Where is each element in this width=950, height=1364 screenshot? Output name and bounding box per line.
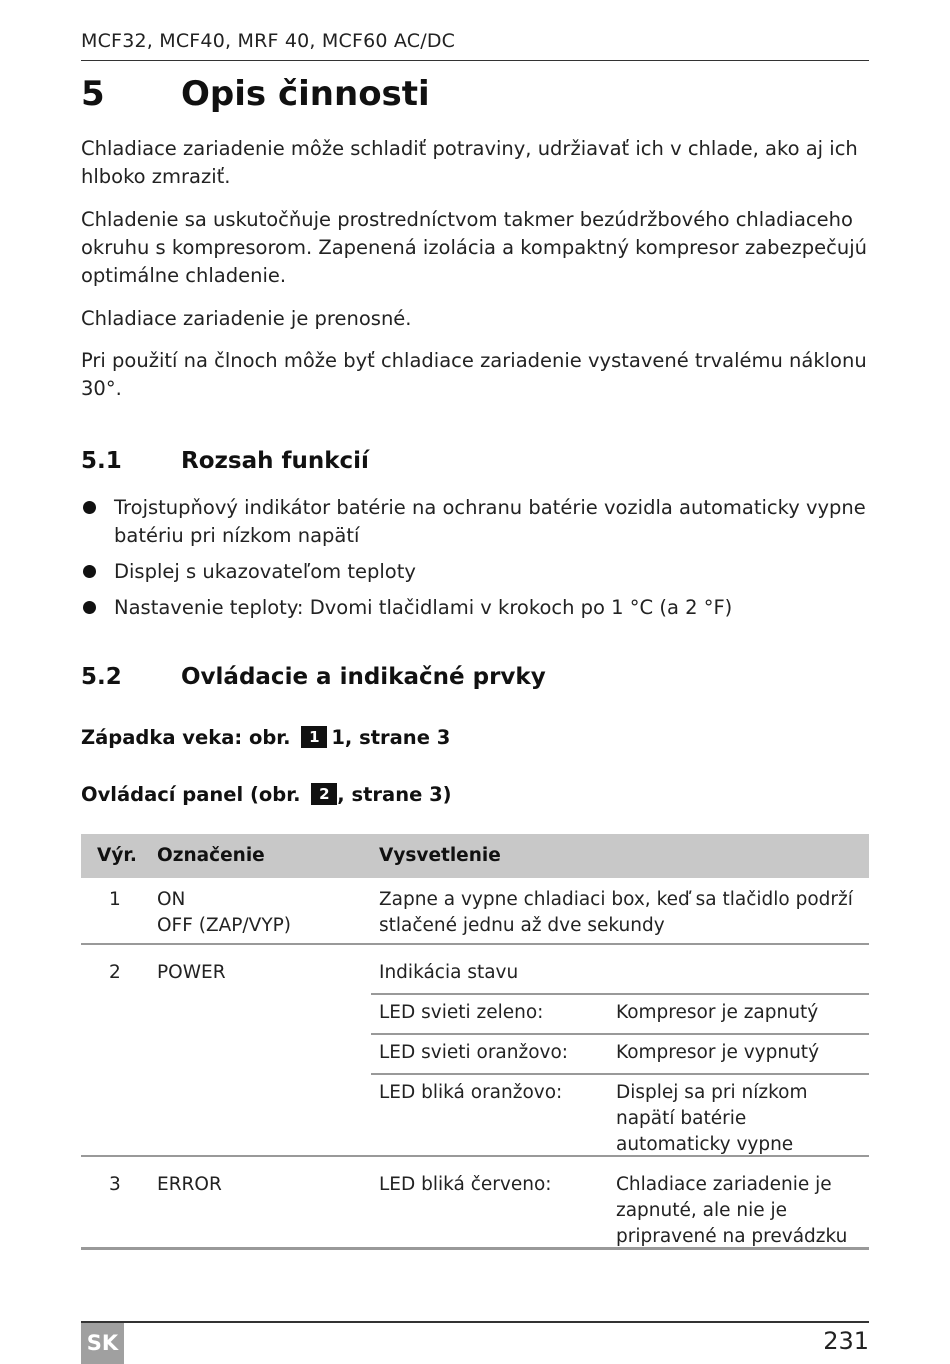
table-bottom-rule <box>81 1247 869 1250</box>
column-header-item: Výr. <box>97 845 137 866</box>
figure-badge: 1 <box>301 726 327 748</box>
row-item-number: 3 <box>109 1174 121 1195</box>
row-item-number: 1 <box>109 889 121 910</box>
language-badge: SK <box>81 1323 124 1364</box>
paragraph-4: Pri použití na člnoch môže byť chladiace zariadenie vystavené trvalému náklonu 30°. <box>81 349 867 400</box>
section-number: 5 <box>81 74 105 114</box>
sub-row-divider <box>371 1073 869 1075</box>
row-item-number: 2 <box>109 962 121 983</box>
led-meaning: Chladiace zariadenie je zapnuté, ale nie je pripravené na prevádzku <box>616 1174 848 1247</box>
table-row <box>81 1155 869 1247</box>
sub-row-divider <box>371 993 869 995</box>
sub-row-divider <box>371 1033 869 1035</box>
list-item-text: Displej s ukazovateľom teploty <box>114 560 416 583</box>
controls-table <box>81 834 869 1247</box>
led-meaning: Kompresor je zapnutý <box>616 1002 819 1023</box>
list-item <box>81 558 871 586</box>
list-item <box>81 494 871 550</box>
feature-list <box>81 494 871 630</box>
figure-badge: 2 <box>311 783 337 805</box>
row-label-line-2: OFF (ZAP/VYP) <box>157 915 291 936</box>
row-explanation: Indikácia stavu <box>379 962 519 983</box>
subsection-number: 5.1 <box>81 448 122 474</box>
header-divider <box>81 60 869 61</box>
bullet-icon <box>83 565 96 578</box>
row-label: POWER <box>157 962 226 983</box>
column-header-label: Označenie <box>157 845 265 866</box>
paragraph-1: Chladiace zariadenie môže schladiť potraviny, udržiavať ich v chlade, ako aj ich hlboko zmraziť. <box>81 137 858 188</box>
led-state: LED svieti zeleno: <box>379 1002 544 1023</box>
list-item-text: Nastavenie teploty: Dvomi tlačidlami v krokoch po 1 °C (a 2 °F) <box>114 596 733 619</box>
footer-divider <box>81 1321 869 1323</box>
led-state: LED bliká červeno: <box>379 1174 552 1195</box>
column-header-explanation: Vysvetlenie <box>379 845 501 866</box>
row-explanation: Zapne a vypne chladiaci box, keď sa tlačidlo podrží stlačené jednu až dve sekundy <box>379 889 853 936</box>
running-header: MCF32, MCF40, MRF 40, MCF60 AC/DC <box>81 30 456 52</box>
led-meaning: Displej sa pri nízkom napätí batérie automaticky vypne <box>616 1082 808 1155</box>
paragraph-3: Chladiace zariadenie je prenosné. <box>81 307 412 330</box>
table-row <box>81 943 869 1155</box>
bullet-icon <box>83 601 96 614</box>
paragraph-2: Chladenie sa uskutočňuje prostredníctvom takmer bezúdržbového chladiaceho okruhu s kompresorom. Zapenená izolácia a kompaktný kompresor zabezpečujú optimálne chladenie. <box>81 208 867 287</box>
row-label: ERROR <box>157 1174 222 1195</box>
control-panel-reference: Ovládací panel (obr. 2 , strane 3) <box>81 783 452 806</box>
subsection-title: Rozsah funkcií <box>181 448 369 474</box>
page-number: 231 <box>823 1327 869 1355</box>
row-label-line-1: ON <box>157 889 186 910</box>
lid-latch-reference: Západka veka: obr. 1 1, strane 3 <box>81 726 451 749</box>
list-item-text: Trojstupňový indikátor batérie na ochranu batérie vozidla automaticky vypne batériu pri nízkom napätí <box>114 496 866 547</box>
bullet-icon <box>83 501 96 514</box>
led-state: LED bliká oranžovo: <box>379 1082 563 1103</box>
led-state: LED svieti oranžovo: <box>379 1042 569 1063</box>
table-row <box>81 878 869 943</box>
list-item <box>81 594 871 622</box>
subsection-title: Ovládacie a indikačné prvky <box>181 664 546 690</box>
section-title: Opis činnosti <box>181 74 430 114</box>
table-header <box>81 834 869 878</box>
subsection-number: 5.2 <box>81 664 122 690</box>
led-meaning: Kompresor je vypnutý <box>616 1042 820 1063</box>
